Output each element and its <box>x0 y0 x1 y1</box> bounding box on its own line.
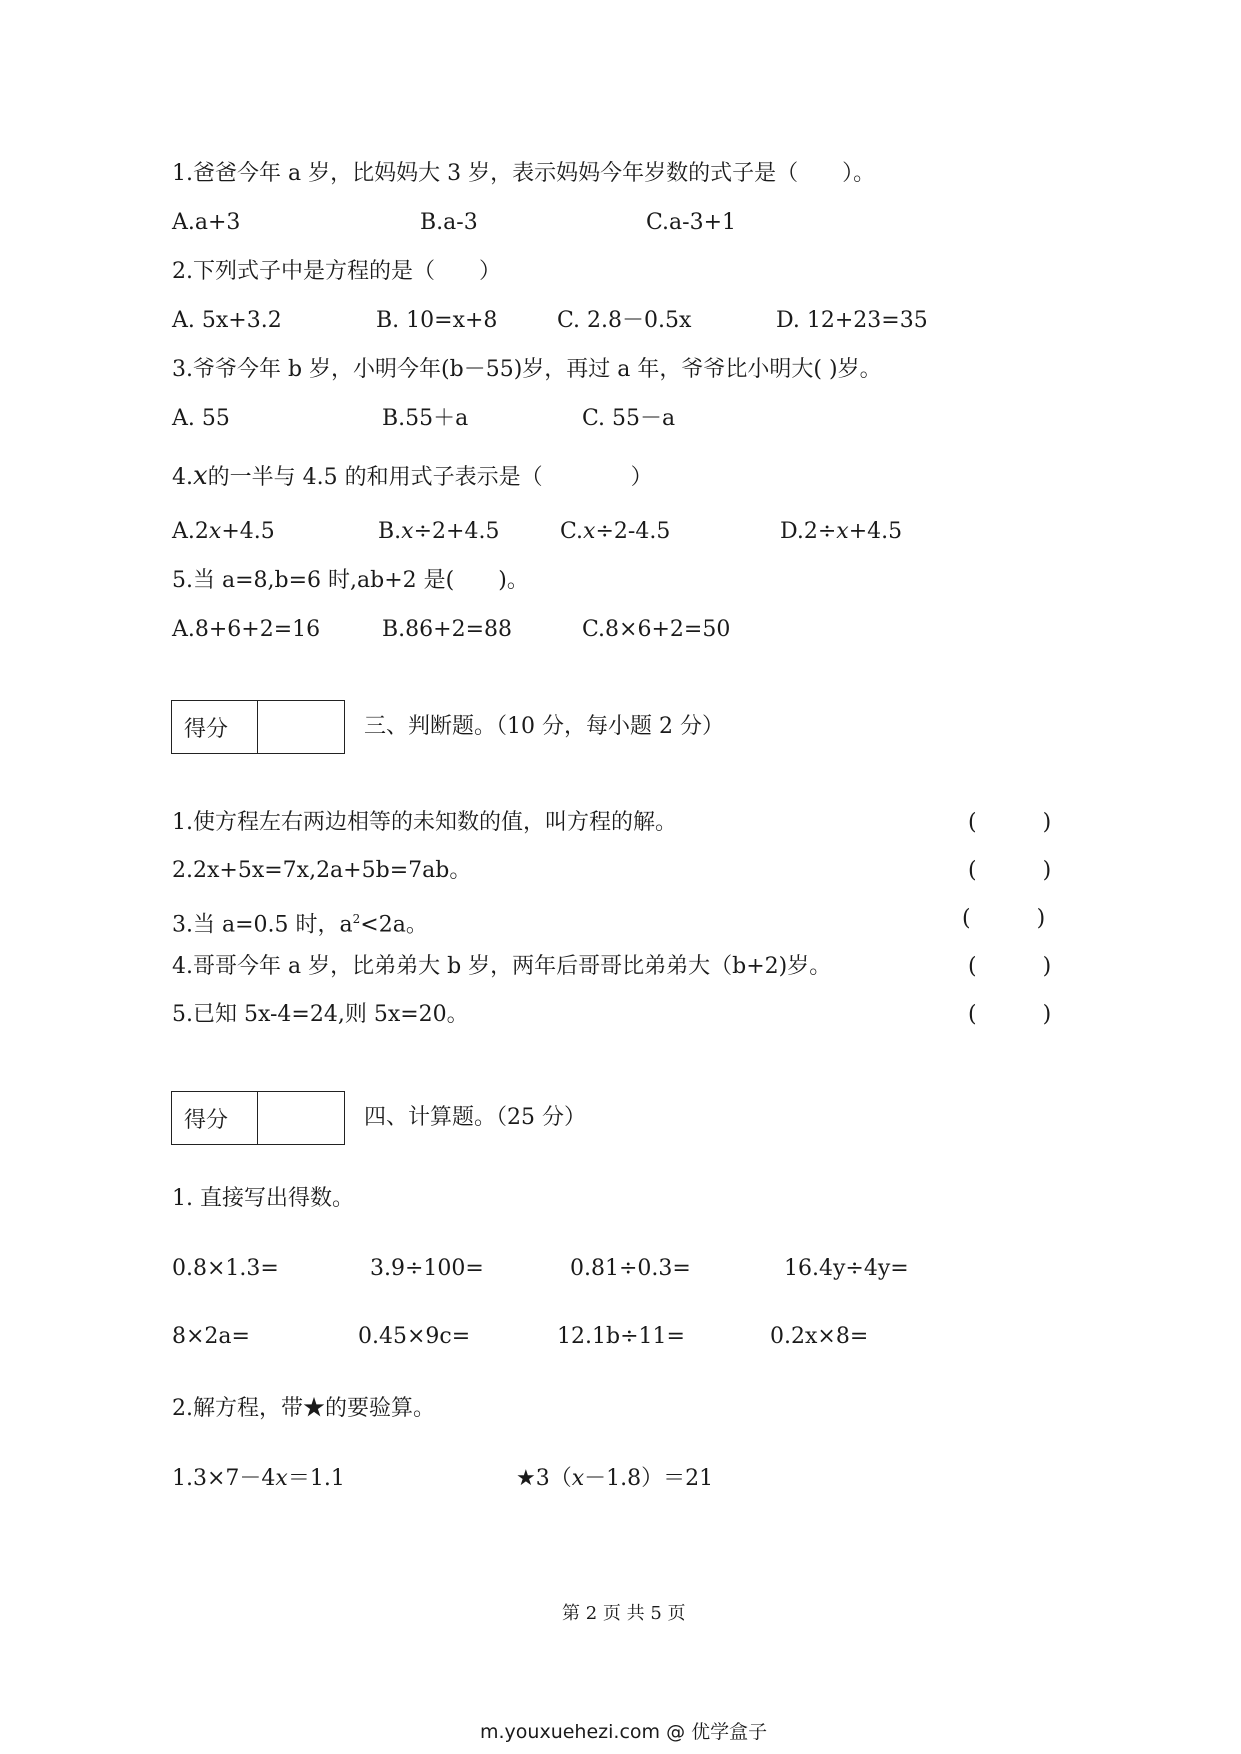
score-box-calc <box>171 1091 345 1145</box>
calc-sub1-title: 1. 直接写出得数。 <box>172 1186 354 1211</box>
section-judge-title: 三、判断题。（10 分，每小题 2 分） <box>364 714 724 739</box>
judge-answer-3[interactable]: ( ) <box>962 906 1046 931</box>
q5-option-b: B.86+2=88 <box>382 617 513 642</box>
calc-row2-item: 0.45×9c= <box>358 1324 471 1349</box>
judge-answer-5[interactable]: ( ) <box>968 1002 1052 1027</box>
judge-item-3: 3.当 a=0.5 时，$a^2<2a$。 <box>172 912 428 938</box>
score-label: 得分 <box>172 701 258 753</box>
q1-option-b: B.a-3 <box>420 210 478 235</box>
q2-option-c: C. 2.8－0.5x <box>557 308 692 333</box>
q4-option-d: D.2÷x+4.5 <box>780 519 903 544</box>
judge-item-2: 2.2x+5x=7x,2a+5b=7ab。 <box>172 858 472 883</box>
q4-option-b: B.x÷2+4.5 <box>378 519 500 544</box>
calc-row1-item: 3.9÷100= <box>370 1256 484 1281</box>
q2-option-b: B. 10=x+8 <box>376 308 498 333</box>
score-blank[interactable] <box>258 701 344 753</box>
calc-row1-item: 0.8×1.3= <box>172 1256 279 1281</box>
page-number: 第 2 页 共 5 页 <box>562 1603 686 1624</box>
q5-option-c: C.8×6+2=50 <box>582 617 731 642</box>
equation-1: 1.3×7－4x＝1.1 <box>172 1466 345 1491</box>
judge-item-5: 5.已知 5x-4=24,则 5x=20。 <box>172 1002 469 1027</box>
score-label: 得分 <box>172 1092 258 1144</box>
q1-stem: 1.爸爸今年 a 岁，比妈妈大 3 岁，表示妈妈今年岁数的式子是（ ）。 <box>172 161 876 186</box>
q2-option-d: D. 12+23=35 <box>776 308 928 333</box>
site-watermark: m.youxuehezi.com @ 优学盒子 <box>480 1721 768 1743</box>
calc-row2-item: 8×2a= <box>172 1324 250 1349</box>
q1-option-a: A.a+3 <box>172 210 241 235</box>
q3-option-c: C. 55－a <box>582 406 676 431</box>
q3-option-b: B.55＋a <box>382 406 469 431</box>
section-calc-title: 四、计算题。（25 分） <box>364 1105 586 1130</box>
q5-stem: 5.当 a=8,b=6 时,ab+2 是( )。 <box>172 568 529 593</box>
equation-2-starred: ★3（x－1.8）＝21 <box>516 1466 714 1491</box>
calc-sub2-title: 2.解方程，带★的要验算。 <box>172 1396 435 1421</box>
q5-option-a: A.8+6+2=16 <box>172 617 321 642</box>
judge-answer-2[interactable]: ( ) <box>968 858 1052 883</box>
score-box-judge <box>171 700 345 754</box>
calc-row1-item: 16.4y÷4y= <box>784 1256 909 1281</box>
q3-option-a: A. 55 <box>172 406 230 431</box>
calc-row1-item: 0.81÷0.3= <box>570 1256 691 1281</box>
score-blank[interactable] <box>258 1092 344 1144</box>
judge-answer-4[interactable]: ( ) <box>968 954 1052 979</box>
q1-option-c: C.a-3+1 <box>646 210 737 235</box>
q2-option-a: A. 5x+3.2 <box>172 308 282 333</box>
q4-option-c: C.x÷2-4.5 <box>560 519 671 544</box>
q4-option-a: A.2x+4.5 <box>172 519 275 544</box>
calc-row2-item: 12.1b÷11= <box>557 1324 685 1349</box>
judge-item-4: 4.哥哥今年 a 岁，比弟弟大 b 岁，两年后哥哥比弟弟大（b+2)岁。 <box>172 954 832 979</box>
calc-row2-item: 0.2x×8= <box>770 1324 869 1349</box>
q4-stem: 4.x的一半与 4.5 的和用式子表示是（ ） <box>172 461 653 491</box>
q2-stem: 2.下列式子中是方程的是（ ） <box>172 259 501 284</box>
judge-item-1: 1.使方程左右两边相等的未知数的值，叫方程的解。 <box>172 810 677 835</box>
q3-stem: 3.爷爷今年 b 岁，小明今年(b－55)岁，再过 a 年，爷爷比小明大( )岁。 <box>172 357 882 382</box>
judge-answer-1[interactable]: ( ) <box>968 810 1052 835</box>
